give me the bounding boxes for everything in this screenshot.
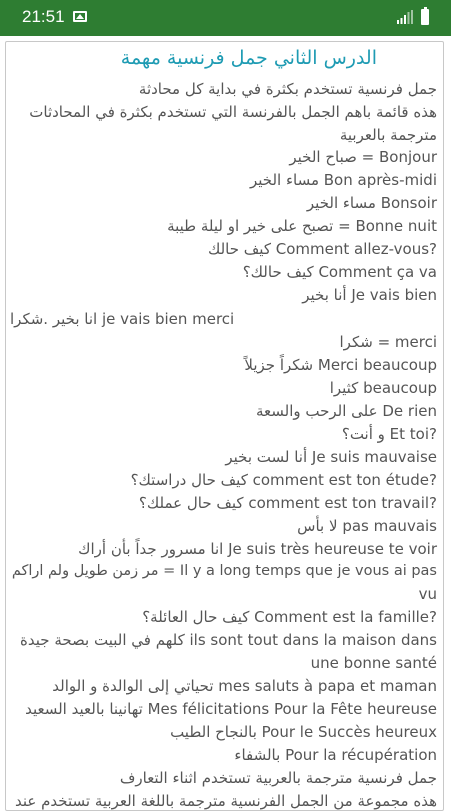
lesson-line: كيف حال عملك؟ comment est ton travail? [138,494,437,512]
lesson-line: أنا لست بخير Je suis mauvaise [225,448,437,466]
lesson-line: بالنجاح الطيب Pour le Succès heureux [170,723,437,741]
lesson-line: جمل فرنسية تستخدم بكثرة في بداية كل محادثة [138,80,437,98]
lesson-line: مساء الخير Bonsoir [306,194,437,212]
lesson-line: vu [418,585,437,603]
status-bar [0,0,451,36]
lesson-line: كثيرا beaucoup [329,379,437,397]
lesson-title: الدرس الثاني جمل فرنسية مهمة [120,47,377,69]
lesson-line: تهانينا بالعيد السعيد Mes félicitations Pour la Fête heureuse [25,700,437,718]
lesson-line: بالشفاء Pour la récupération [234,746,437,764]
lesson-line: كيف حال دراستك؟ comment est ton étude? [130,471,437,489]
lesson-line: كيف حالك؟ Comment ça va [242,263,437,281]
lesson-line: تصبح على خير او ليلة طيبة = Bonne nuit [167,217,437,235]
lesson-line: لا بأس pas mauvais [297,517,437,535]
lesson-line: كيف حال العائلة؟ Comment est la famille? [142,608,437,626]
lesson-line: صباح الخير = Bonjour [289,148,437,166]
lesson-line: على الرحب والسعة De rien [255,402,437,420]
lesson-line: مساء الخير Bon après-midi [249,171,437,189]
status-time: 21:51 [22,7,65,26]
lesson-line: انا مسرور جداً بأن أراك Je suis très heureuse te voir [78,540,437,558]
lesson-line: مترجمة بالعربية [339,126,437,144]
lesson-line: تحياتي إلى الوالدة و الوالد mes saluts à papa et maman [52,677,437,695]
lesson-line: انا بخير .شكرا je vais bien merci [10,310,235,328]
lesson-line: كيف حالك Comment allez-vous? [207,240,437,258]
image-notification-icon [73,11,87,22]
lesson-line: هذه مجموعة من الجمل الفرنسية مترجمة باللغة العربية تستخدم عند [15,792,437,810]
lesson-line: كلهم في البيت بصحة جيدة ils sont tout dans la maison dans [20,631,437,649]
lesson-line: هذه قائمة باهم الجمل بالفرنسة التي تستخدم بكثرة في المحادثات [29,103,437,121]
lesson-content[interactable] [5,41,444,811]
lesson-line: جمل فرنسية مترجمة بالعربية تستخدم اثناء التعارف [119,769,437,787]
lesson-line: شكرا = merci [339,333,437,351]
lesson-line: شكراً جزيلاً Merci beaucoup [244,356,437,374]
signal-strength-icon [397,10,413,24]
lesson-line: أنا بخير Je vais bien [302,286,437,304]
lesson-line: une bonne santé [310,654,437,672]
lesson-line: مر زمن طويل ولم اراكم = Il y a long temps que je vous ai pas [11,563,437,579]
lesson-line: و أنت؟ Et toi? [341,425,437,443]
battery-icon [421,9,429,25]
